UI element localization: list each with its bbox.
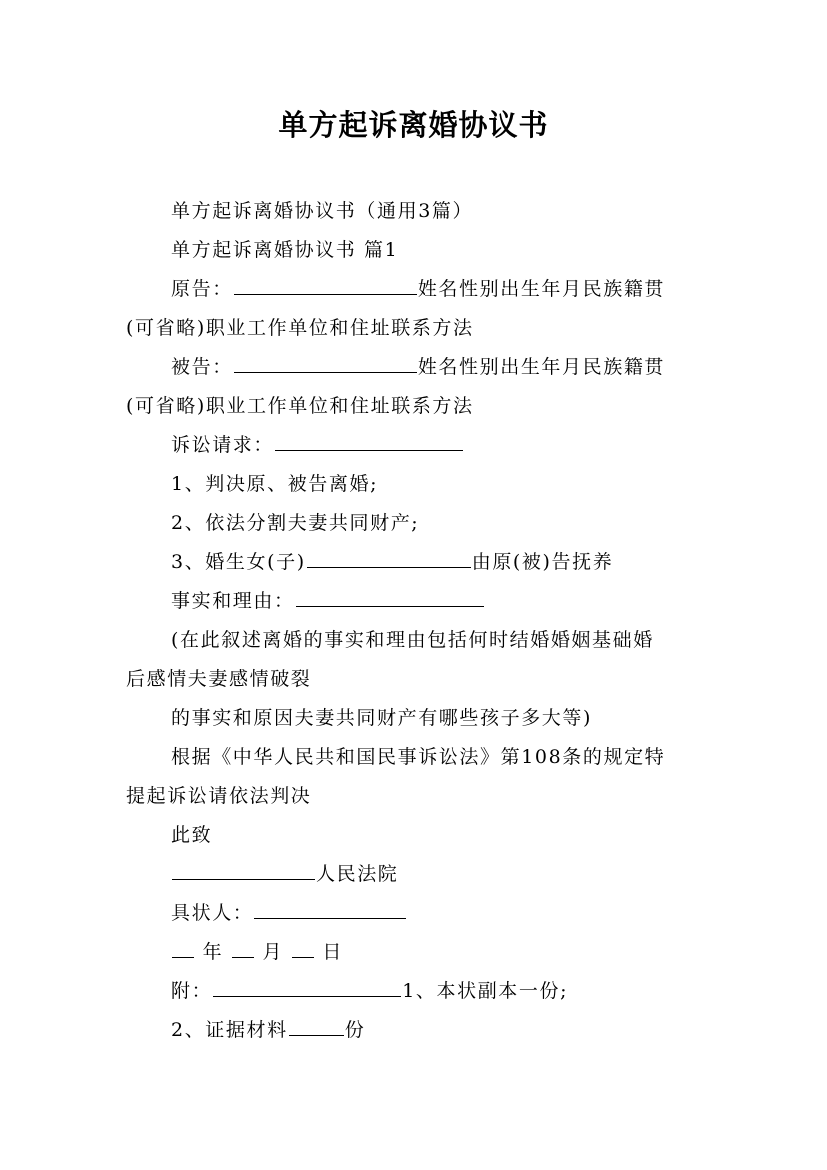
claim-3-suffix: 由原(被)告抚养 xyxy=(471,551,614,573)
day-label: 日 xyxy=(322,941,344,963)
salutation: 此致 xyxy=(171,824,213,846)
day-blank xyxy=(292,941,314,958)
facts-label: 事实和理由： xyxy=(171,590,295,612)
signer-label: 具状人： xyxy=(171,902,254,924)
plaintiff-line xyxy=(171,277,665,301)
date-line xyxy=(171,940,343,964)
claims-blank xyxy=(275,434,463,451)
section-heading: 单方起诉离婚协议书 篇1 xyxy=(171,239,399,261)
court-line xyxy=(171,862,398,886)
year-blank xyxy=(172,941,194,958)
defendant-line xyxy=(171,355,665,379)
plaintiff-blank xyxy=(234,278,417,295)
attachment-item-2-suffix: 份 xyxy=(344,1019,366,1041)
signer-line xyxy=(171,901,407,925)
attachment-item-1: 1、本状副本一份; xyxy=(402,980,569,1002)
defendant-label: 被告： xyxy=(171,356,233,378)
signer-blank xyxy=(254,902,406,919)
defendant-fields: 姓名性别出生年月民族籍贯 xyxy=(417,356,666,378)
facts-text-2: 的事实和原因夫妻共同财产有哪些孩子多大等) xyxy=(171,707,593,729)
claim-2: 2、依法分割夫妻共同财产; xyxy=(171,512,420,534)
month-blank xyxy=(232,941,254,958)
court-suffix: 人民法院 xyxy=(316,863,399,885)
legal-basis: 根据《中华人民共和国民事诉讼法》第108条的规定特 xyxy=(171,746,666,768)
attachment-label: 附： xyxy=(171,980,213,1002)
attachment-line xyxy=(171,979,568,1003)
child-blank xyxy=(307,551,471,568)
document-title: 单方起诉离婚协议书 xyxy=(278,108,549,142)
subtitle-line: 单方起诉离婚协议书（通用3篇） xyxy=(171,200,474,222)
defendant-line-cont: (可省略)职业工作单位和住址联系方法 xyxy=(126,395,474,417)
evidence-count-blank xyxy=(289,1019,344,1036)
defendant-blank xyxy=(234,356,417,373)
month-label: 月 xyxy=(262,941,284,963)
plaintiff-line-cont: (可省略)职业工作单位和住址联系方法 xyxy=(126,317,474,339)
claim-1: 1、判决原、被告离婚; xyxy=(171,473,379,495)
attachment-blank xyxy=(213,980,401,997)
claims-line xyxy=(171,433,464,457)
plaintiff-label: 原告： xyxy=(171,278,233,300)
facts-text-1: (在此叙述离婚的事实和理由包括何时结婚婚姻基础婚 xyxy=(171,629,654,651)
facts-line xyxy=(171,589,485,613)
plaintiff-fields: 姓名性别出生年月民族籍贯 xyxy=(417,278,666,300)
claims-label: 诉讼请求： xyxy=(171,434,275,456)
attachment-item-2-prefix: 2、证据材料 xyxy=(171,1019,288,1041)
facts-blank xyxy=(296,590,484,607)
claim-3-prefix: 3、婚生女(子) xyxy=(171,551,306,573)
legal-basis-cont: 提起诉讼请依法判决 xyxy=(126,785,312,807)
court-blank xyxy=(172,863,315,880)
claim-3 xyxy=(171,550,613,574)
facts-text-1-cont: 后感情夫妻感情破裂 xyxy=(126,668,312,690)
year-label: 年 xyxy=(202,941,224,963)
attachment-item-2 xyxy=(171,1018,365,1042)
